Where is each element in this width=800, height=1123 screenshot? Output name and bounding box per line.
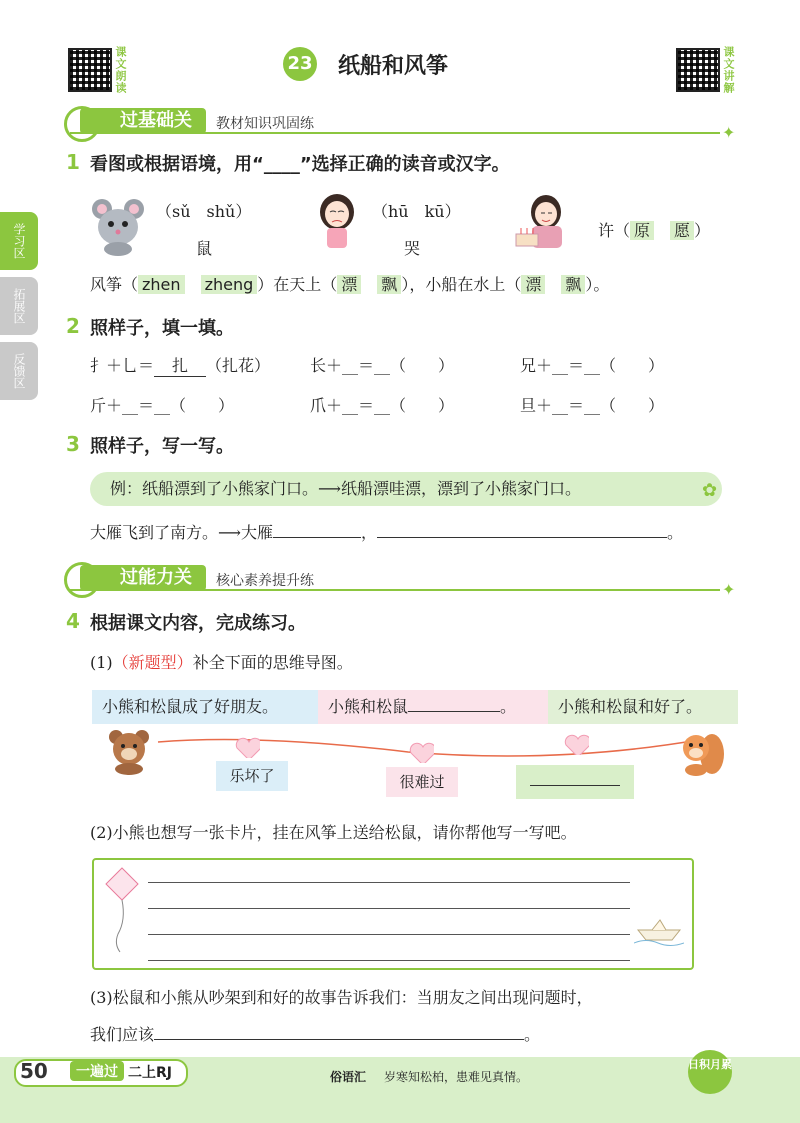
kite-icon: [100, 864, 144, 954]
q1-sentence: 风筝（ zhen zheng ）在天上（ 漂 飘 ），小船在水上（ 漂 飘 ）。: [90, 275, 610, 294]
mindmap-box1: 小熊和松鼠成了好朋友。: [92, 690, 320, 724]
heart-icon-3: [563, 733, 589, 755]
mindmap-blank1[interactable]: [408, 711, 500, 712]
section2-subtitle: 核心素养提升练: [216, 573, 314, 589]
q4-number: 4: [66, 609, 80, 633]
feeling-box-2: 很难过: [386, 767, 458, 797]
card-line-3[interactable]: [148, 934, 630, 935]
q4-sub1: (1)（新题型）补全下面的思维导图。: [90, 653, 353, 672]
leaf-icon: ✦: [722, 123, 736, 142]
proverb-label: 俗语汇: [330, 1070, 367, 1084]
q2-row2-item1[interactable]: 斤＋__＝__（ ）: [90, 396, 235, 415]
card-writing-box[interactable]: [92, 858, 694, 970]
section1-badge: 过基础关: [80, 108, 206, 134]
q4-sub3-blank[interactable]: [154, 1039, 524, 1040]
new-question-tag: （新题型）: [112, 653, 193, 672]
heart-icon-2: [408, 741, 434, 763]
section1-subtitle: 教材知识巩固练: [216, 116, 314, 132]
lesson-number: 23: [283, 47, 317, 81]
lesson-title: 纸船和风筝: [338, 54, 449, 79]
q4-sub2: (2)小熊也想写一张卡片，挂在风筝上送给松鼠，请你帮他写一写吧。: [90, 823, 577, 842]
heart-icon-1: [234, 736, 260, 758]
q1-sentence-opt4[interactable]: 飘: [377, 275, 401, 294]
card-line-4[interactable]: [148, 960, 630, 961]
grade-label: 二上RJ: [128, 1065, 172, 1081]
feeling-box-3[interactable]: [516, 765, 634, 799]
q3-number: 3: [66, 432, 80, 456]
side-tab-study[interactable]: 学习区: [0, 212, 38, 270]
section2-badge: 过能力关: [80, 565, 206, 591]
q1-item3: 许（ 原 愿 ）: [598, 221, 711, 240]
side-tab-extend[interactable]: 拓展区: [0, 277, 38, 335]
proverb-text: 岁寒知松柏，患难见真情。: [384, 1070, 529, 1084]
side-tab-feedback[interactable]: 反馈区: [0, 342, 38, 400]
daily-accumulation-badge: 日积月累: [688, 1050, 732, 1094]
qr-code-right[interactable]: [676, 48, 720, 92]
q1-sentence-opt-zheng[interactable]: zheng: [201, 275, 258, 294]
q1-text: 看图或根据语境，用“____”选择正确的读音或汉字。: [90, 154, 510, 175]
q4-sub3-line1: (3)松鼠和小熊从吵架到和好的故事告诉我们：当朋友之间出现问题时，: [90, 988, 593, 1007]
q2-row2-item2[interactable]: 爪＋__＝__（ ）: [310, 396, 455, 415]
q3-text: 照样子，写一写。: [90, 436, 234, 457]
squirrel-illustration: [676, 728, 726, 778]
card-line-2[interactable]: [148, 908, 630, 909]
q2-text: 照样子，填一填。: [90, 318, 234, 339]
mindmap-box3: 小熊和松鼠和好了。: [548, 690, 738, 724]
q1-sentence-opt5[interactable]: 漂: [521, 275, 545, 294]
q3-prompt: 大雁飞到了南方。⟶大雁 ， 。: [90, 523, 683, 542]
qr-code-left[interactable]: [68, 48, 112, 92]
q1-sentence-opt3[interactable]: 漂: [337, 275, 361, 294]
q3-blank2[interactable]: [377, 537, 667, 538]
feeling-box-1: 乐坏了: [216, 761, 288, 791]
feeling-blank[interactable]: [530, 785, 620, 786]
brand-label: 一遍过: [70, 1061, 124, 1081]
section1-divider: [70, 132, 720, 134]
crying-girl-illustration: [315, 192, 359, 250]
q2-row2-item3[interactable]: 旦＋__＝__（ ）: [520, 396, 665, 415]
q2-number: 2: [66, 314, 80, 338]
q1-item2-char: 哭: [404, 239, 421, 258]
q2-row1-item3[interactable]: 兄＋__＝__（ ）: [520, 356, 665, 375]
q4-sub3-line2: 我们应该 。: [90, 1025, 541, 1044]
bear-illustration: [106, 727, 152, 775]
birthday-girl-illustration: [512, 192, 576, 250]
q4-text: 根据课文内容，完成练习。: [90, 613, 306, 634]
q1-item2-options: （hū kū）: [372, 202, 461, 221]
mindmap-box2: 小熊和松鼠 。: [318, 690, 548, 724]
q1-number: 1: [66, 150, 80, 174]
q2-example: 扌＋乚＝ 扎 （扎花）: [90, 353, 270, 377]
leaf-icon-2: ✦: [722, 580, 736, 599]
mouse-illustration: [88, 195, 150, 257]
paper-boat-icon: [634, 918, 684, 946]
q2-row1-item2[interactable]: 长＋__＝__（ ）: [310, 356, 455, 375]
qr-label-left: 课文朗读: [114, 46, 127, 94]
card-line-1[interactable]: [148, 882, 630, 883]
clover-icon: ✿: [702, 480, 718, 501]
q1-sentence-opt6[interactable]: 飘: [561, 275, 585, 294]
section2-divider: [70, 589, 720, 591]
q1-item1-options: （sǔ shǔ）: [156, 202, 252, 221]
q1-item3-option1[interactable]: 原: [630, 221, 654, 240]
q1-item3-option2[interactable]: 愿: [670, 221, 694, 240]
page-number: 50: [20, 1059, 48, 1083]
q1-sentence-opt-zhen[interactable]: zhen: [138, 275, 185, 294]
q3-example: 例：纸船漂到了小熊家门口。⟶纸船漂哇漂，漂到了小熊家门口。: [90, 472, 722, 506]
q1-item1-char: 鼠: [196, 239, 213, 258]
q3-blank1[interactable]: [273, 537, 361, 538]
qr-label-right: 课文讲解: [722, 46, 735, 94]
q2-example-answer: 扎: [154, 353, 206, 377]
